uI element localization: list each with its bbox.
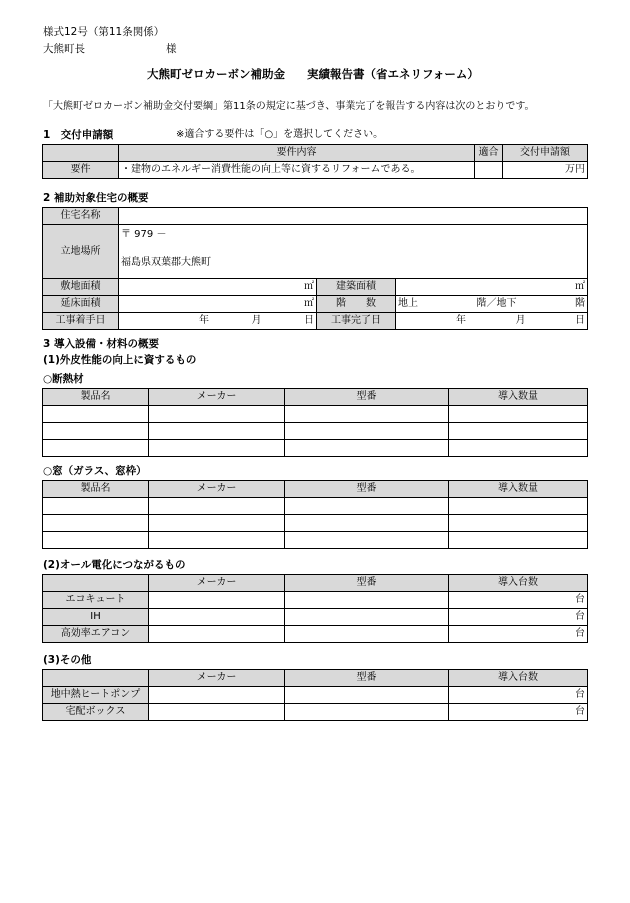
other-table: メーカー 型番 導入台数 地中熱ヒートポンプ 台 宅配ボックス 台 — [42, 669, 588, 721]
section2-heading: 2 補助対象住宅の概要 — [43, 192, 149, 204]
col-fit: 適合 — [475, 145, 503, 162]
subsection-other: (3)その他 — [43, 654, 92, 666]
intro-text: 「大熊町ゼロカーボン補助金交付要綱」第11条の規定に基づき、事業完了を報告する内容は次のとおりです。 — [43, 101, 535, 112]
electric-table: メーカー 型番 導入台数 エコキュート 台 IH 台 高効率エアコン 台 — [42, 574, 588, 643]
col-content: 要件内容 — [119, 145, 475, 162]
subsection-all-electric: (2)オール電化につながるもの — [43, 559, 186, 571]
table-row: IH 台 — [43, 609, 588, 626]
window-heading: ○窓（ガラス、窓枠） — [43, 465, 147, 477]
table-row — [43, 532, 588, 549]
postal-code: 〒 979 － — [121, 229, 167, 240]
table-row — [43, 423, 588, 440]
house-name-field[interactable] — [119, 208, 588, 225]
house-name-label: 住宅名称 — [43, 208, 119, 225]
item-aircon: 高効率エアコン — [43, 626, 149, 643]
end-date-field[interactable]: 年 月 日 — [396, 313, 588, 330]
table-row — [43, 515, 588, 532]
unit-man-yen: 万円 — [565, 164, 585, 175]
table-row: 地中熱ヒートポンプ 台 — [43, 687, 588, 704]
section3-heading: 3 導入設備・材料の概要 — [43, 338, 159, 350]
window-table: 製品名 メーカー 型番 導入数量 — [42, 480, 588, 549]
row-label: 要件 — [43, 162, 119, 179]
table-row: 宅配ボックス 台 — [43, 704, 588, 721]
item-delivery-box: 宅配ボックス — [43, 704, 149, 721]
site-area-field[interactable]: ㎡ — [119, 279, 317, 296]
title-report: 実績報告書（省エネリフォーム） — [307, 67, 479, 81]
table-row — [43, 440, 588, 457]
floor-area-field[interactable]: ㎡ — [119, 296, 317, 313]
amount-field[interactable] — [503, 162, 588, 179]
section1-note: ※適合する要件は「○」を選択してください。 — [176, 129, 384, 140]
table-row: 高効率エアコン 台 — [43, 626, 588, 643]
page-title — [147, 69, 479, 81]
section1-table — [42, 144, 588, 179]
site-area-label: 敷地面積 — [43, 279, 119, 296]
location-field[interactable] — [119, 225, 588, 279]
address: 福島県双葉郡大熊町 — [121, 257, 211, 268]
addressee: 大熊町長 — [43, 43, 85, 55]
start-date-field[interactable]: 年 月 日 — [119, 313, 317, 330]
insulation-heading: ○断熱材 — [43, 373, 84, 385]
item-ih: IH — [43, 609, 149, 626]
item-geothermal: 地中熱ヒートポンプ — [43, 687, 149, 704]
addressee-honorific: 様 — [166, 43, 177, 55]
building-area-label: 建築面積 — [317, 279, 396, 296]
title-program: 大熊町ゼロカーボン補助金 — [147, 67, 285, 81]
table-row — [43, 498, 588, 515]
section2-table — [42, 207, 588, 330]
start-date-label: 工事着手日 — [43, 313, 119, 330]
table-row: エコキュート 台 — [43, 592, 588, 609]
form-number: 様式12号（第11条関係） — [43, 26, 165, 38]
table-row — [43, 406, 588, 423]
building-area-field[interactable]: ㎡ — [396, 279, 588, 296]
floors-field[interactable]: 地上 階／地下 階 — [396, 296, 588, 313]
item-ecocute: エコキュート — [43, 592, 149, 609]
floors-label: 階 数 — [317, 296, 396, 313]
location-label: 立地場所 — [43, 225, 119, 279]
requirement-text: ・建物のエネルギー消費性能の向上等に資するリフォームである。 — [119, 162, 475, 179]
subsection-envelope: (1)外皮性能の向上に資するもの — [43, 354, 197, 366]
fit-select[interactable] — [475, 162, 503, 179]
floor-area-label: 延床面積 — [43, 296, 119, 313]
col-amount: 交付申請額 — [503, 145, 588, 162]
insulation-table: 製品名 メーカー 型番 導入数量 — [42, 388, 588, 457]
end-date-label: 工事完了日 — [317, 313, 396, 330]
section1-heading: 1 交付申請額 — [43, 129, 114, 141]
